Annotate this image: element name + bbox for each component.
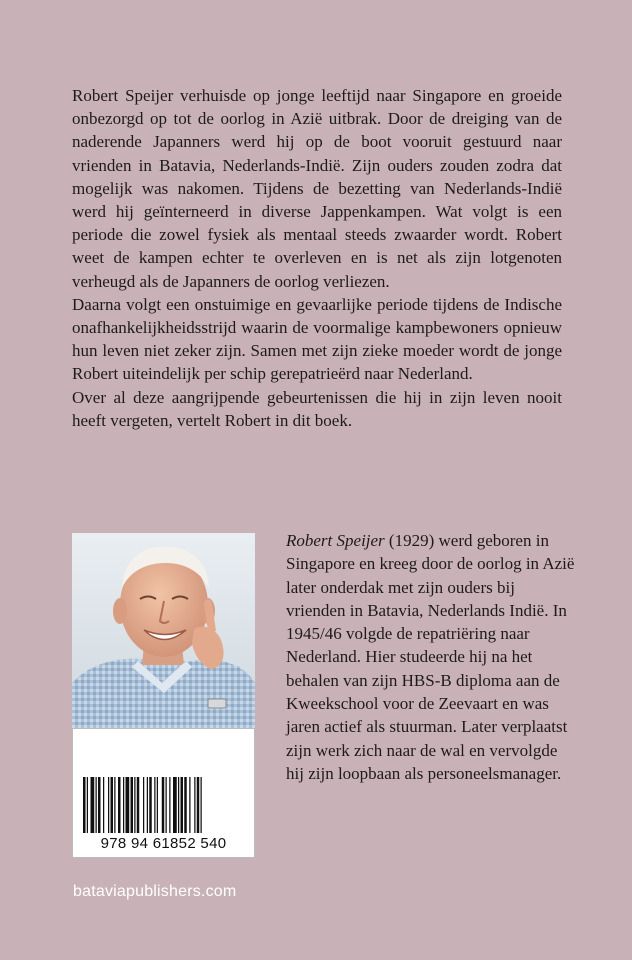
barcode-bars: [83, 777, 246, 833]
blurb-paragraph-3: Over al deze aangrijpende gebeurtenissen die hij in zijn leven nooit heeft vergeten, vertelt Robert in dit boek.: [72, 387, 562, 430]
isbn-barcode: [72, 728, 255, 858]
author-bio-text: (1929) werd geboren in Singapore en kreeg door de oorlog in Azië later onderdak met zijn ouders bij vrienden in Batavia, Nederlands Indië. In 1945/46 volgde de repatriëring naar Nederland. Hier studeerde hij na het behalen van zijn HBS-B diploma aan de Kweekschool voor de Zeevaart en was jaren actief als stuurman. Later verplaatst zijn werk zich naar de wal en vervolgde hij zijn loopbaan als personeelsmanager.: [286, 531, 575, 783]
blurb-paragraph-2: Daarna volgt een onstuimige en gevaarlijke periode tijdens de Indische onafhankelijkheidsstrijd waarin de voormalige kampbewoners opnieuw hun leven niet zeker zijn. Samen met zijn zieke moeder wordt de jonge Robert uiteindelijk per schip gerepatrieërd naar Nederland.: [72, 294, 562, 384]
author-photo: [72, 533, 255, 728]
blurb-paragraph-1: Robert Speijer verhuisde op jonge leeftijd naar Singapore en groeide onbezorgd op tot de oorlog in Azië uitbrak. Door de dreiging van de naderende Japanners werd hij op de boot vooruit gestuurd naar vrienden in Batavia, Nederlands-Indië. Zijn ouders zouden zodra dat mogelijk was nakomen. Tijdens de bezetting van Nederlands-Indië werd hij geïnterneerd in diverse Jappenkampen. Wat volgt is een periode die zowel fysiek als mentaal steeds zwaarder wordt. Robert weet de kampen echter te overleven en is net als zijn lotgenoten verheugd als de Japanners de oorlog verliezen.: [72, 86, 562, 291]
author-bio: [286, 529, 576, 785]
author-name: Robert Speijer: [286, 531, 385, 550]
publisher-url: bataviapublishers.com: [73, 883, 237, 900]
back-cover-blurb: [72, 84, 562, 432]
isbn-number: 978 94 61852 540: [100, 835, 227, 852]
